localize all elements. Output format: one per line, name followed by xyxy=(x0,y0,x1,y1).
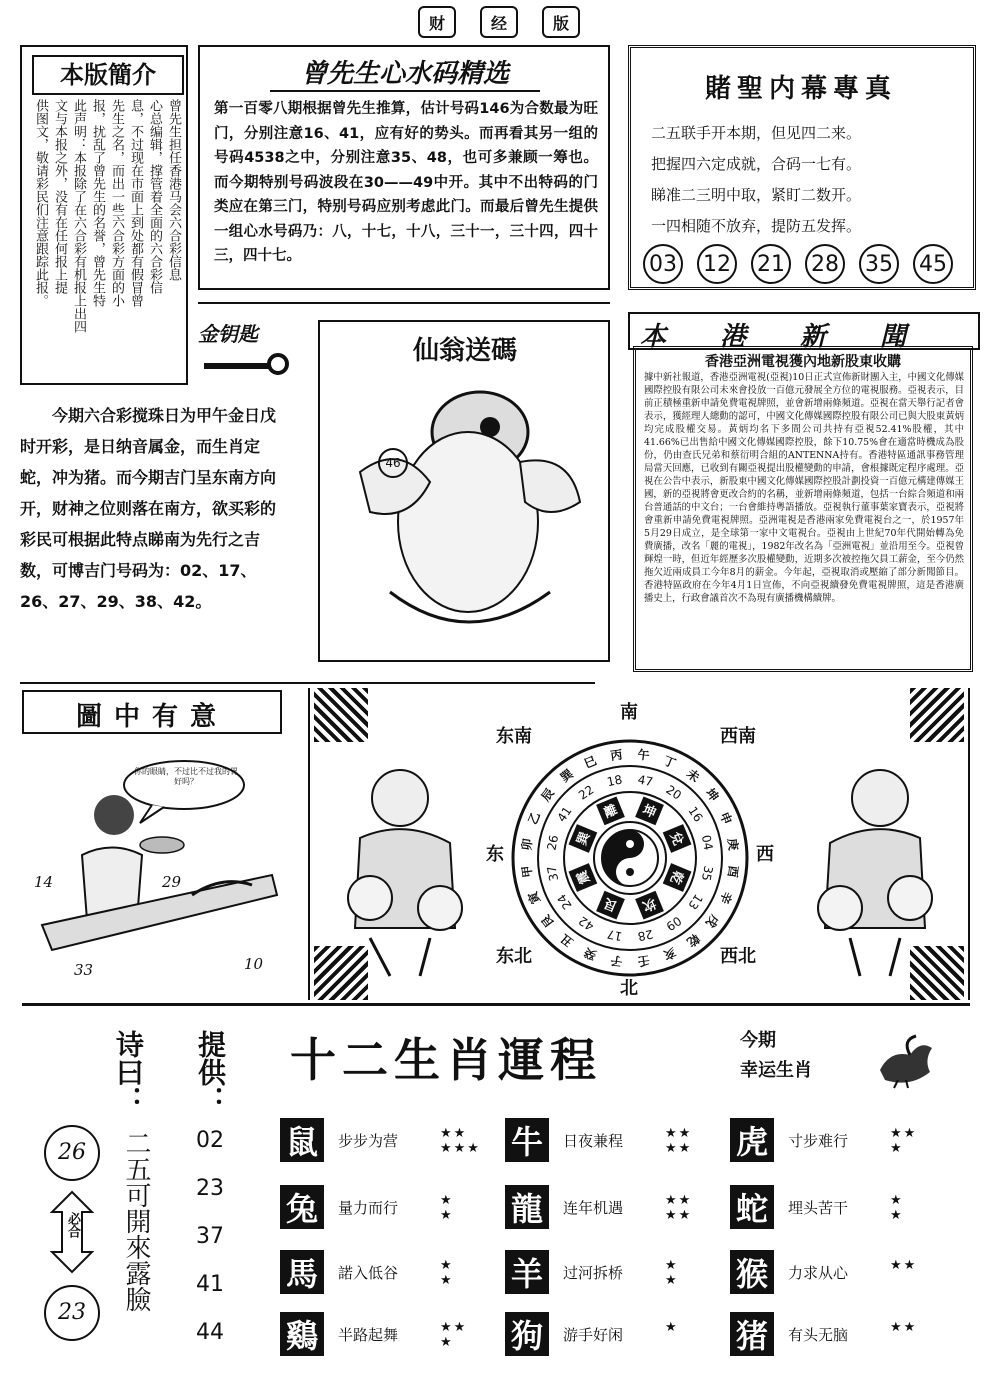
zodiac-fortune: 日夜兼程 xyxy=(563,1132,624,1150)
dusheng-number: 45 xyxy=(913,244,953,284)
compass-trigram: 震 xyxy=(574,868,594,886)
zodiac-stars: ★★ ★ xyxy=(890,1126,918,1156)
zodiac-stars: ★ xyxy=(665,1320,679,1335)
cartoon-bubble-text: 你的眼睛，不过比不过我的胃好吗？ xyxy=(134,767,238,786)
zeng-body: 第一百零八期根据曾先生推算，估计号码146为合数最为旺门，分别注意16、41，应有好的势头。而再看其另一组的号码4538之中，分别注意35、48，也可多兼顾一筹也。而今期特别号码波段在30——49中开。其中不出特码的门类应在第三门，特别号码应别考虑此门。而最后曾先生提供一组心水号码乃：八，十七，十八，三十一，三十四，四十三，四十七。 xyxy=(214,101,598,264)
jinyao-key-icon xyxy=(200,348,290,378)
cartoon-illustration xyxy=(22,745,292,990)
intro-col: 息，不过现在市面上到处都有假冒曾 xyxy=(128,99,143,307)
zodiac-animal: 蛇 xyxy=(730,1185,774,1229)
zodiac-stars: ★★ ★ xyxy=(440,1320,468,1350)
zodiac-fortune: 步步为营 xyxy=(338,1132,399,1150)
compass-label: 辰 xyxy=(538,785,557,804)
zodiac-stars: ★★ xyxy=(890,1320,918,1335)
dusheng-lines xyxy=(651,118,961,242)
dir-west: 西 xyxy=(756,844,774,865)
compass-label: 16 xyxy=(685,804,706,825)
zodiac-animal: 馬 xyxy=(280,1250,324,1294)
news-box xyxy=(633,346,973,672)
zodiac-animal: 鷄 xyxy=(280,1312,324,1356)
zodiac-animal: 牛 xyxy=(505,1118,549,1162)
compass-label: 子 xyxy=(609,953,624,969)
zodiac-title: 十二生肖運程 xyxy=(290,1033,602,1087)
compass-label: 乾 xyxy=(684,931,703,950)
header-stamp-3: 版 xyxy=(542,6,580,38)
compass-label: 47 xyxy=(636,772,655,790)
provide-number: 37 xyxy=(196,1224,224,1249)
provide-number: 02 xyxy=(196,1128,224,1153)
compass-trigram: 兌 xyxy=(666,830,686,848)
compass-label: 35 xyxy=(698,864,716,883)
intro-col: 此声明：本报除了在六合彩有机报上出四 xyxy=(71,99,86,333)
compass-label: 42 xyxy=(576,913,597,934)
child-figure-right xyxy=(800,748,950,978)
zodiac-stars: ★★ ★★ xyxy=(665,1126,693,1156)
dusheng-line: 把握四六定成就，合码一七有。 xyxy=(651,155,862,173)
zodiac-animal: 狗 xyxy=(505,1312,549,1356)
zodiac-fortune: 游手好闲 xyxy=(563,1326,624,1344)
compass-label: 17 xyxy=(605,926,624,944)
compass-label: 41 xyxy=(554,804,575,825)
news-banner: 本港新聞 xyxy=(640,322,961,352)
compass-label: 申 xyxy=(717,810,735,827)
cartoon-number: 14 xyxy=(34,873,54,891)
seal-top-circle xyxy=(44,1125,100,1181)
dusheng-title: 賭聖内幕專真 xyxy=(704,74,897,104)
news-body: 據中新社報道，香港亞洲電視(亞視)10日正式宣佈新財團入主，中國文化傳媒國際控股有限公司未來會投放一百億元發展全方位的電視服務。亞視表示，目前正積極重新申請免費電視牌照，並會新增兩條頻道。亞視在當天舉行記者會表示，獲經理人總動的認可，中國文化傳媒國際控股有限公司已與大股東黃炳均完成股權交易。黃炳均名下多間公司共持有亞視52.41%股權，其中41.66%已出售給中國文化傳媒國際控股，餘下10.75%會在適當時機成為股份，仍由查氏兄弟和蔡衍明合組的ANTENNA持有。香港特區通訊事務管理局當天回應，已收到有關亞視提出股權變動的申請，會根據既定程序處理。亞視在公告中表示，新股東中國文化傳媒國際控股計劃投資一百億元構建傳媒王國，新的亞視將會更改合約的名稱，並新增兩條頻道，包括一台綜合頻道和兩台普通話的中文台；一台會維持粵語播放。亞視執行董事葉家寶表示，亞視將會重新申請免費電視牌照。亞洲電視是香港兩家免費電視台之一，於1957年5月29日成立，是全球第一家中文電視台。亞視由上世紀70年代開始轉為免費廣播，改名「麗的電視」，1982年改名為「亞洲電視」並沿用至今。亞視曾輝煌一時，但近年經歷多次股權變動，近期多次被控拖欠員工薪金，至今仍然拖欠近兩成員工今年8月的薪金。今年起，亞視取消或壓縮了部分新聞節目。香港特區政府在今年4月1日宣佈，不向亞視續發免費電視牌照，這是香港廣播史上，行政會議首次不為現有廣播機構續牌。 xyxy=(644,372,964,604)
compass-label: 18 xyxy=(605,772,624,790)
seal-top-number: 26 xyxy=(58,1140,86,1165)
compass-trigram: 坤 xyxy=(640,802,658,822)
zodiac-fortune: 寸步难行 xyxy=(788,1132,849,1150)
divider xyxy=(22,1003,970,1006)
zodiac-tag-1: 今期 xyxy=(740,1030,776,1051)
compass-label: 辛 xyxy=(717,889,735,906)
compass-label: 戌 xyxy=(703,912,722,931)
poem-text: 二五可開來露臉 xyxy=(121,1130,151,1312)
tuzhong-title-box xyxy=(22,690,282,734)
zodiac-animal: 羊 xyxy=(505,1250,549,1294)
zodiac-fortune: 过河拆桥 xyxy=(563,1264,624,1282)
zodiac-fortune: 半路起舞 xyxy=(338,1326,399,1344)
zodiac-animal: 龍 xyxy=(505,1185,549,1229)
zodiac-stars: ★ ★ xyxy=(665,1258,679,1288)
cartoon-number: 10 xyxy=(244,955,264,973)
zodiac-stars: ★ ★ xyxy=(440,1258,454,1288)
compass-label: 寅 xyxy=(525,889,543,906)
provide-label: 提供： xyxy=(194,1030,227,1114)
corner-ornament xyxy=(314,688,368,742)
zodiac-stars: ★ ★ xyxy=(890,1193,904,1223)
compass-label: 37 xyxy=(544,864,562,883)
tuzhong-title: 圖中有意 xyxy=(75,702,228,732)
seal-bottom-number: 23 xyxy=(58,1300,86,1325)
intro-col: 先生之名，而出一些六合彩方面的小 xyxy=(109,99,124,307)
zodiac-stars: ★ ★ xyxy=(440,1193,454,1223)
zodiac-fortune: 埋头苦干 xyxy=(788,1199,849,1217)
intro-col: 报，扰乱了曾先生的名誉，曾先生特 xyxy=(90,99,105,307)
compass-label: 坤 xyxy=(703,785,722,804)
compass-label: 巳 xyxy=(582,753,599,771)
divider xyxy=(20,682,595,684)
dir-northwest: 西北 xyxy=(720,946,756,967)
poem-label: 诗曰： xyxy=(112,1030,145,1114)
compass-label: 乙 xyxy=(525,810,543,827)
header-stamp-2: 经 xyxy=(480,6,518,38)
compass-label: 庚 xyxy=(725,837,741,852)
compass-label: 艮 xyxy=(538,912,557,931)
compass-label: 04 xyxy=(698,833,716,852)
compass-label: 26 xyxy=(544,833,562,852)
intro-col: 曾先生担任香港马会六合彩信息 xyxy=(166,99,181,281)
news-banner-bg xyxy=(628,312,980,350)
compass-trigram: 艮 xyxy=(602,894,620,914)
compass-label: 丑 xyxy=(557,931,576,950)
compass-label: 酉 xyxy=(725,864,741,879)
zodiac-stars: ★★ ★★★ xyxy=(440,1126,481,1156)
compass-label: 癸 xyxy=(582,945,599,963)
dusheng-line: 睇准二三明中取，紧盯二数开。 xyxy=(651,186,862,204)
zodiac-animal: 鼠 xyxy=(280,1118,324,1162)
seal-arrow xyxy=(50,1190,94,1274)
dusheng-line: 一四相随不放弃，提防五发挥。 xyxy=(651,217,862,235)
dir-south-top: 南 xyxy=(620,702,638,723)
header-stamp-1: 财 xyxy=(418,6,456,38)
zodiac-animal: 猪 xyxy=(730,1312,774,1356)
zeng-box xyxy=(198,45,610,290)
cartoon-number: 33 xyxy=(74,961,94,979)
corner-ornament xyxy=(910,688,964,742)
dusheng-number: 12 xyxy=(697,244,737,284)
compass-label: 未 xyxy=(684,766,703,785)
compass-label: 午 xyxy=(636,747,651,763)
rooster-icon xyxy=(860,1030,946,1090)
compass-label: 亥 xyxy=(661,945,678,963)
zodiac-animal: 虎 xyxy=(730,1118,774,1162)
jinyao-title: 金钥匙 xyxy=(198,322,258,346)
dusheng-box xyxy=(628,45,976,290)
compass-label: 甲 xyxy=(519,864,535,879)
intro-col: 心总编辑，撑管着全面的六合彩信 xyxy=(147,99,162,294)
zodiac-fortune: 力求从心 xyxy=(788,1264,849,1282)
news-headline: 香港亞洲電視獲內地新股東收購 xyxy=(705,354,901,370)
xianweng-title: 仙翁送碼 xyxy=(412,336,517,366)
zeng-title: 曾先生心水码精选 xyxy=(270,53,540,92)
zodiac-fortune: 諾入低谷 xyxy=(338,1264,399,1282)
immortal-illustration xyxy=(340,372,595,652)
intro-title: 本版簡介 xyxy=(32,55,184,95)
dir-east: 东 xyxy=(486,844,504,865)
compass-label: 13 xyxy=(685,891,706,912)
compass-label: 丁 xyxy=(661,753,678,771)
dir-northeast: 东北 xyxy=(496,946,532,967)
compass-trigram: 巽 xyxy=(574,830,594,848)
divider xyxy=(198,302,610,304)
compass-trigram: 離 xyxy=(602,802,620,822)
compass-label: 28 xyxy=(636,926,655,944)
provide-number: 41 xyxy=(196,1272,224,1297)
jinyao-body: 今期六合彩搅珠日为甲午金日戊时开彩，是日纳音属金，而生肖定蛇，冲为猪。而今期吉门呈东南方向开，财神之位则落在南方，欲买彩的彩民可根据此特点睇南为先行之吉数，可博吉门号码为：02、17、26、27、29、38、42。 xyxy=(20,406,277,611)
zodiac-fortune: 有头无脑 xyxy=(788,1326,849,1344)
child-figure-left xyxy=(330,748,480,978)
intro-col: 供图文，敬请彩民们注意跟踪此报。 xyxy=(33,99,48,307)
dusheng-number: 35 xyxy=(859,244,899,284)
compass-label: 24 xyxy=(554,891,575,912)
zodiac-tag-2: 幸运生肖 xyxy=(740,1060,812,1081)
seal-text: 必合 xyxy=(65,1212,80,1238)
zodiac-animal: 兔 xyxy=(280,1185,324,1229)
compass-label: 09 xyxy=(663,913,684,934)
compass-trigram: 乾 xyxy=(666,868,686,886)
provide-numbers xyxy=(196,1128,256,1368)
compass-trigram: 坎 xyxy=(640,894,658,914)
zodiac-stars: ★★ xyxy=(890,1258,918,1273)
compass-section xyxy=(308,688,970,1000)
compass-label: 壬 xyxy=(636,953,651,969)
compass-label: 卯 xyxy=(519,837,535,852)
dusheng-number: 21 xyxy=(751,244,791,284)
dir-southwest: 西南 xyxy=(720,726,756,747)
provide-number: 44 xyxy=(196,1320,224,1345)
xianweng-box xyxy=(318,320,610,662)
cartoon-number: 29 xyxy=(162,873,182,891)
zodiac-stars: ★★ ★★ xyxy=(665,1193,693,1223)
compass-label: 22 xyxy=(576,782,597,803)
provide-number: 23 xyxy=(196,1176,224,1201)
dusheng-number: 28 xyxy=(805,244,845,284)
intro-col: 文与本报之外，没有在任何报上提 xyxy=(52,99,67,294)
compass-label: 20 xyxy=(663,782,684,803)
dusheng-number: 03 xyxy=(643,244,683,284)
zodiac-animal: 猴 xyxy=(730,1250,774,1294)
dusheng-line: 二五联手开本期，但见四二来。 xyxy=(651,124,862,142)
compass-wheel xyxy=(510,738,750,978)
dir-north-bottom: 北 xyxy=(620,978,638,999)
zodiac-fortune: 量力而行 xyxy=(338,1199,399,1217)
compass-label: 丙 xyxy=(609,747,624,763)
compass-label: 巽 xyxy=(557,766,576,785)
dir-southeast: 东南 xyxy=(496,726,532,747)
seal-bottom-circle xyxy=(44,1285,100,1341)
jinyao-section xyxy=(20,310,300,680)
zodiac-fortune: 连年机遇 xyxy=(563,1199,624,1217)
xianweng-badge: 46 xyxy=(378,448,408,478)
